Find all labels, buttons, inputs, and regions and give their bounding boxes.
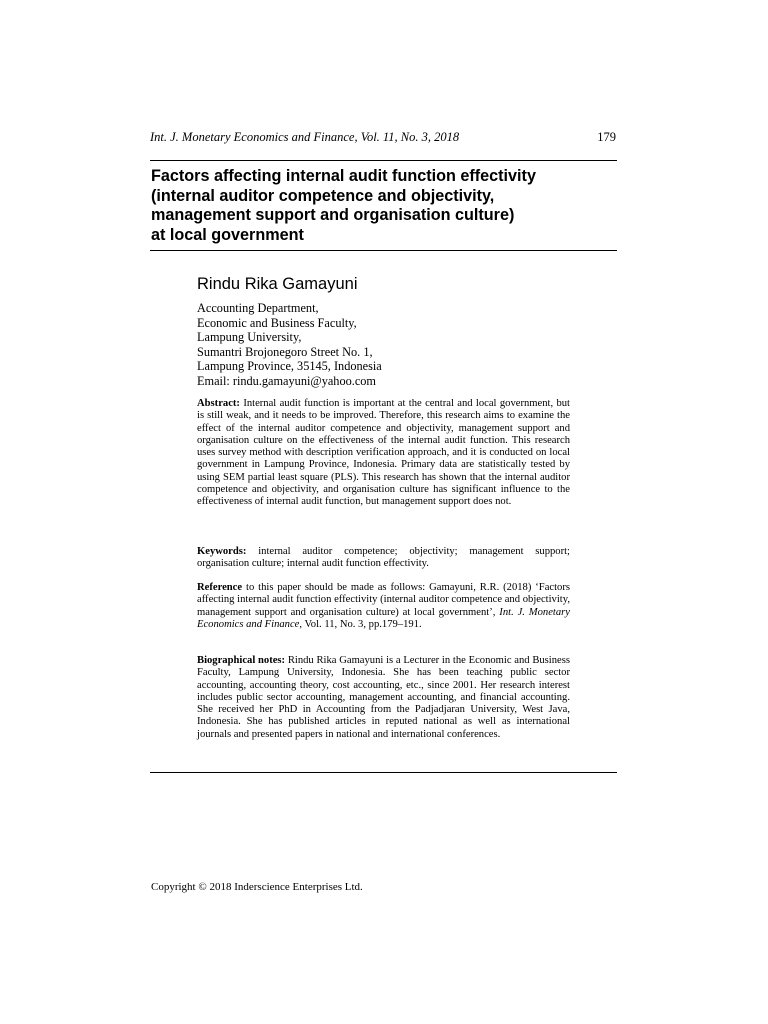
bio-text: Rindu Rika Gamayuni is a Lecturer in the Economic and Business Faculty, Lampung University, Indonesia. She has been teaching public sector accounting, accounting theory, cost accounting, etc., since 2001. Her research interest includes public sector accounting, management accounting, and financial accounting. She received her PhD in Accounting from the Padjadjaran University, West Java, Indonesia. She has published articles in reputed national as well as international journals and presented papers in national and international conferences. (197, 655, 570, 740)
affiliation-line: Lampung University, (197, 330, 302, 345)
reference-text: to this paper should be made as follows: Gamayuni, R.R. (2018) ‘Factors affecting internal audit function effectivity (internal auditor competence and objectivity, management support and organisation culture) at local government’, (197, 582, 570, 618)
top-rule (150, 160, 617, 161)
title-line: management support and organisation culture) (151, 206, 515, 224)
abstract-section (197, 398, 570, 509)
affiliation-line: Economic and Business Faculty, (197, 315, 357, 330)
reference-volume: , Vol. 11, No. 3, pp.179–191. (299, 618, 422, 630)
journal-citation: Int. J. Monetary Economics and Finance, Vol. 11, No. 3, 2018 (150, 130, 460, 144)
bio-label: Biographical notes: (197, 655, 286, 666)
paper-title (151, 167, 617, 245)
affiliation-line: Lampung Province, 35145, Indonesia (197, 359, 382, 374)
abstract-text: Internal audit function is important at the central and local government, but is still weak, and it needs to be improved. Therefore, this research aims to examine the effect of the internal auditor competence and objectivity, management support and organisation culture on the effectiveness of the internal audit function. This research uses survey method with description verification approach, and it is conducted on local government in Lampung Province, Indonesia. Primary data are statistically tested by using SEM partial least square (PLS). This research has shown that the internal auditor competence and objectivity, and organisation culture has significant influence to the effectiveness of internal audit function, but management support does not. (197, 398, 570, 508)
title-line: Factors affecting internal audit function effectivity (151, 167, 536, 185)
author-email: Email: rindu.gamayuni@yahoo.com (197, 373, 377, 388)
keywords-section (197, 546, 570, 571)
title-line: at local government (151, 225, 304, 244)
author-affiliation (197, 301, 577, 389)
abstract-label: Abstract: (197, 398, 240, 409)
reference-section (197, 582, 570, 631)
title-rule (150, 250, 617, 251)
reference-label: Reference (197, 582, 243, 593)
running-header (150, 129, 616, 145)
keywords-text: internal auditor competence; objectivity; management support; organisation culture; internal audit function effectivity. (197, 546, 570, 570)
author-name: Rindu Rika Gamayuni (197, 275, 358, 293)
page-number: 179 (597, 130, 616, 144)
copyright-notice: Copyright © 2018 Inderscience Enterprises Ltd. (151, 881, 363, 893)
bottom-rule (150, 772, 617, 773)
affiliation-line: Accounting Department, (197, 301, 319, 315)
keywords-label: Keywords: (197, 546, 247, 557)
affiliation-line: Sumantri Brojonegoro Street No. 1, (197, 344, 373, 359)
title-line: (internal auditor competence and objectivity, (151, 186, 495, 205)
biographical-notes (197, 655, 570, 741)
reference-journal: Int. J. Monetary Economics and Finance (197, 606, 570, 630)
